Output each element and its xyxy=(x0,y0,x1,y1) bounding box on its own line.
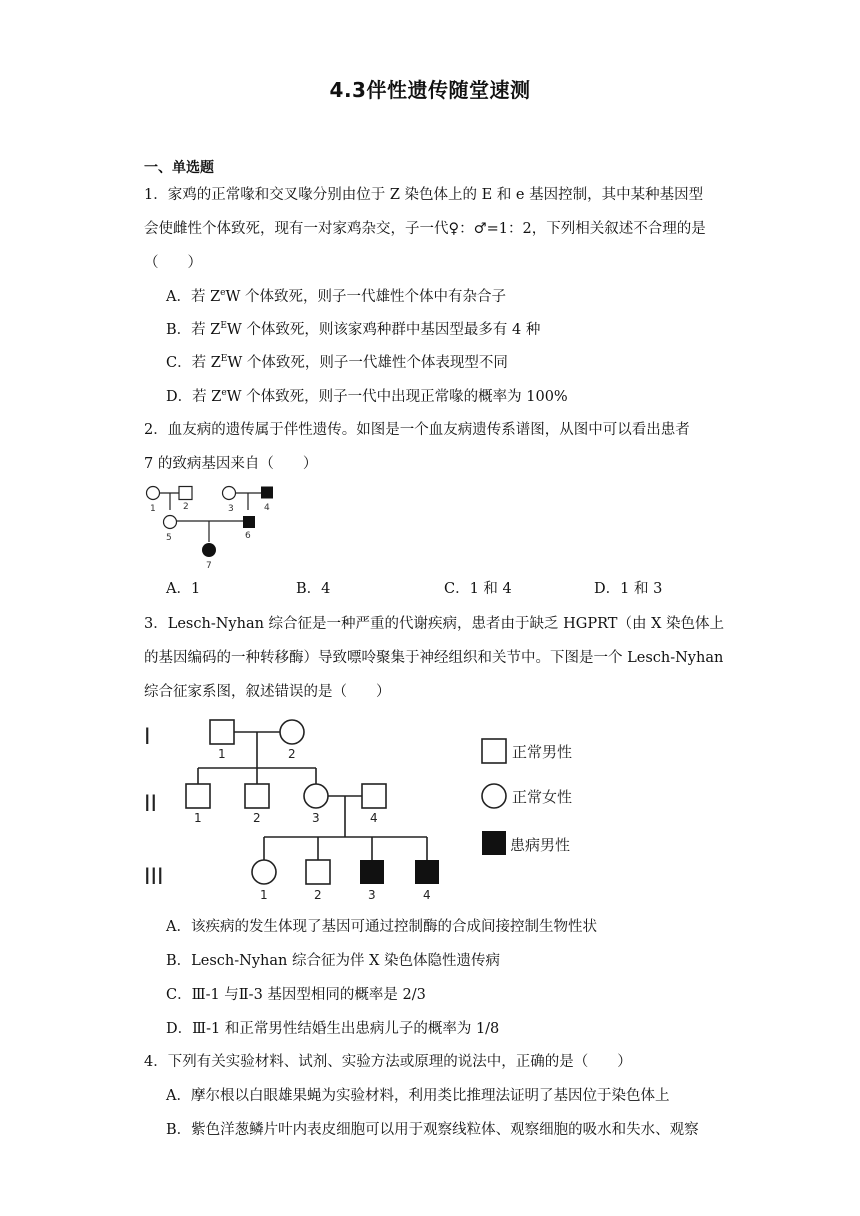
pedigree-affected-male-6 xyxy=(243,516,255,528)
gen1-female-2 xyxy=(280,720,304,744)
q3-stem-line2: 的基因编码的一种转移酶）导致嘌呤聚集于神经组织和关节中。下图是一个 Lesch-Nyhan xyxy=(144,650,724,666)
q1-b-pre: B．若 Z xyxy=(166,322,221,338)
gen3-male-2 xyxy=(306,860,330,884)
pedigree-label-2: 2 xyxy=(183,502,189,512)
pedigree-label-1: 1 xyxy=(150,504,156,514)
gen3-affected-male-4 xyxy=(415,860,439,884)
generation-label-3: III xyxy=(144,865,164,890)
q2-option-a[interactable]: A．1 xyxy=(166,581,201,597)
q2-stem-line1: 2．血友病的遗传属于伴性遗传。如图是一个血友病遗传系谱图，从图中可以看出患者 xyxy=(144,422,690,438)
q1-d-post: W 个体致死，则子一代中出现正常喙的概率为 100% xyxy=(226,389,568,405)
q2-option-d[interactable]: D．1 和 3 xyxy=(594,581,663,597)
legend-normal-male: 正常男性 xyxy=(512,743,573,761)
pedigree-affected-male-4 xyxy=(261,487,273,499)
q3-option-c[interactable]: C．Ⅲ-1 与Ⅱ-3 基因型相同的概率是 2/3 xyxy=(166,987,426,1003)
q1-stem-line1: 1．家鸡的正常喙和交叉喙分别由位于 Z 染色体上的 E 和 e 基因控制，其中某种基因型 xyxy=(144,187,704,203)
gen1-male-1 xyxy=(210,720,234,744)
q1-d-sup: e xyxy=(221,388,227,399)
pedigree-female-5 xyxy=(164,516,177,529)
q1-b-sup: E xyxy=(220,321,227,332)
page-title: 4.3伴性遗传随堂速测 xyxy=(329,78,531,102)
gen2-male-1 xyxy=(186,784,210,808)
q4-option-b[interactable]: B．紫色洋葱鳞片叶内表皮细胞可以用于观察线粒体、观察细胞的吸水和失水、观察 xyxy=(166,1122,699,1138)
pedigree-affected-female-7 xyxy=(202,543,216,557)
gen3-num-2: 2 xyxy=(314,888,322,902)
gen2-num-4: 4 xyxy=(370,811,378,825)
legend-affected-male-icon xyxy=(482,831,506,855)
gen2-num-1: 1 xyxy=(194,811,202,825)
gen3-female-1 xyxy=(252,860,276,884)
gen3-num-4: 4 xyxy=(423,888,431,902)
pedigree-label-5: 5 xyxy=(166,533,172,543)
pedigree-label-3: 3 xyxy=(228,504,234,514)
gen3-num-3: 3 xyxy=(368,888,376,902)
q2-option-c[interactable]: C．1 和 4 xyxy=(444,581,512,597)
q1-option-c[interactable] xyxy=(166,353,508,373)
q3-family-pedigree xyxy=(140,714,590,904)
gen3-affected-male-3 xyxy=(360,860,384,884)
q3-option-d[interactable]: D．Ⅲ-1 和正常男性结婚生出患病儿子的概率为 1/8 xyxy=(166,1021,500,1037)
q1-c-pre: C．若 Z xyxy=(166,355,221,371)
q1-c-post: W 个体致死，则子一代雄性个体表现型不同 xyxy=(227,355,508,371)
q3-option-a[interactable]: A．该疾病的发生体现了基因可通过控制酶的合成间接控制生物性状 xyxy=(166,919,597,935)
q2-pedigree-diagram xyxy=(140,482,290,570)
q2-stem-line2: 7 的致病基因来自（ ） xyxy=(144,456,318,472)
q1-d-pre: D．若 Z xyxy=(166,389,222,405)
q1-option-b[interactable] xyxy=(166,320,540,340)
q1-option-a[interactable] xyxy=(166,287,506,307)
pedigree-female-1 xyxy=(147,487,160,500)
q1-option-d[interactable] xyxy=(166,387,568,407)
gen2-male-2 xyxy=(245,784,269,808)
q1-c-sup: E xyxy=(220,354,228,365)
gen2-male-4 xyxy=(362,784,386,808)
q1-a-sup: e xyxy=(220,288,226,299)
generation-label-2: II xyxy=(144,792,157,817)
pedigree-label-6: 6 xyxy=(245,531,251,541)
q1-a-pre: A．若 Z xyxy=(166,289,221,305)
legend-female-icon xyxy=(482,784,506,808)
pedigree-label-4: 4 xyxy=(264,503,270,513)
q2-option-b[interactable]: B．4 xyxy=(296,581,331,597)
gen1-num-2: 2 xyxy=(288,747,296,761)
q3-stem-line3: 综合征家系图，叙述错误的是（ ） xyxy=(144,684,391,700)
gen1-num-1: 1 xyxy=(218,747,226,761)
legend-affected-male: 患病男性 xyxy=(510,836,571,854)
q1-stem-line3: （ ） xyxy=(144,255,202,271)
q4-option-a[interactable]: A．摩尔根以白眼雄果蝇为实验材料，利用类比推理法证明了基因位于染色体上 xyxy=(166,1088,670,1104)
gen3-num-1: 1 xyxy=(260,888,268,902)
gen2-num-3: 3 xyxy=(312,811,320,825)
q1-stem-line2: 会使雌性个体致死，现有一对家鸡杂交，子一代♀：♂=1：2，下列相关叙述不合理的是 xyxy=(144,221,706,237)
q1-b-post: W 个体致死，则该家鸡种群中基因型最多有 4 种 xyxy=(226,322,541,338)
q3-option-b[interactable]: B．Lesch-Nyhan 综合征为伴 X 染色体隐性遗传病 xyxy=(166,953,501,969)
q4-stem-line1: 4．下列有关实验材料、试剂、实验方法或原理的说法中，正确的是（ ） xyxy=(144,1054,632,1070)
generation-label-1: I xyxy=(144,725,151,750)
pedigree-label-7: 7 xyxy=(206,561,212,570)
q3-stem-line1: 3．Lesch-Nyhan 综合征是一种严重的代谢疾病，患者由于缺乏 HGPRT（由 X 染色体上 xyxy=(144,616,725,632)
gen2-female-3 xyxy=(304,784,328,808)
q1-a-post: W 个体致死，则子一代雄性个体中有杂合子 xyxy=(225,289,506,305)
gen2-num-2: 2 xyxy=(253,811,261,825)
legend-normal-female: 正常女性 xyxy=(512,788,573,806)
pedigree-female-3 xyxy=(223,487,236,500)
section-heading: 一、单选题 xyxy=(144,160,214,176)
legend-male-icon xyxy=(482,739,506,763)
pedigree-male-2 xyxy=(179,487,192,500)
